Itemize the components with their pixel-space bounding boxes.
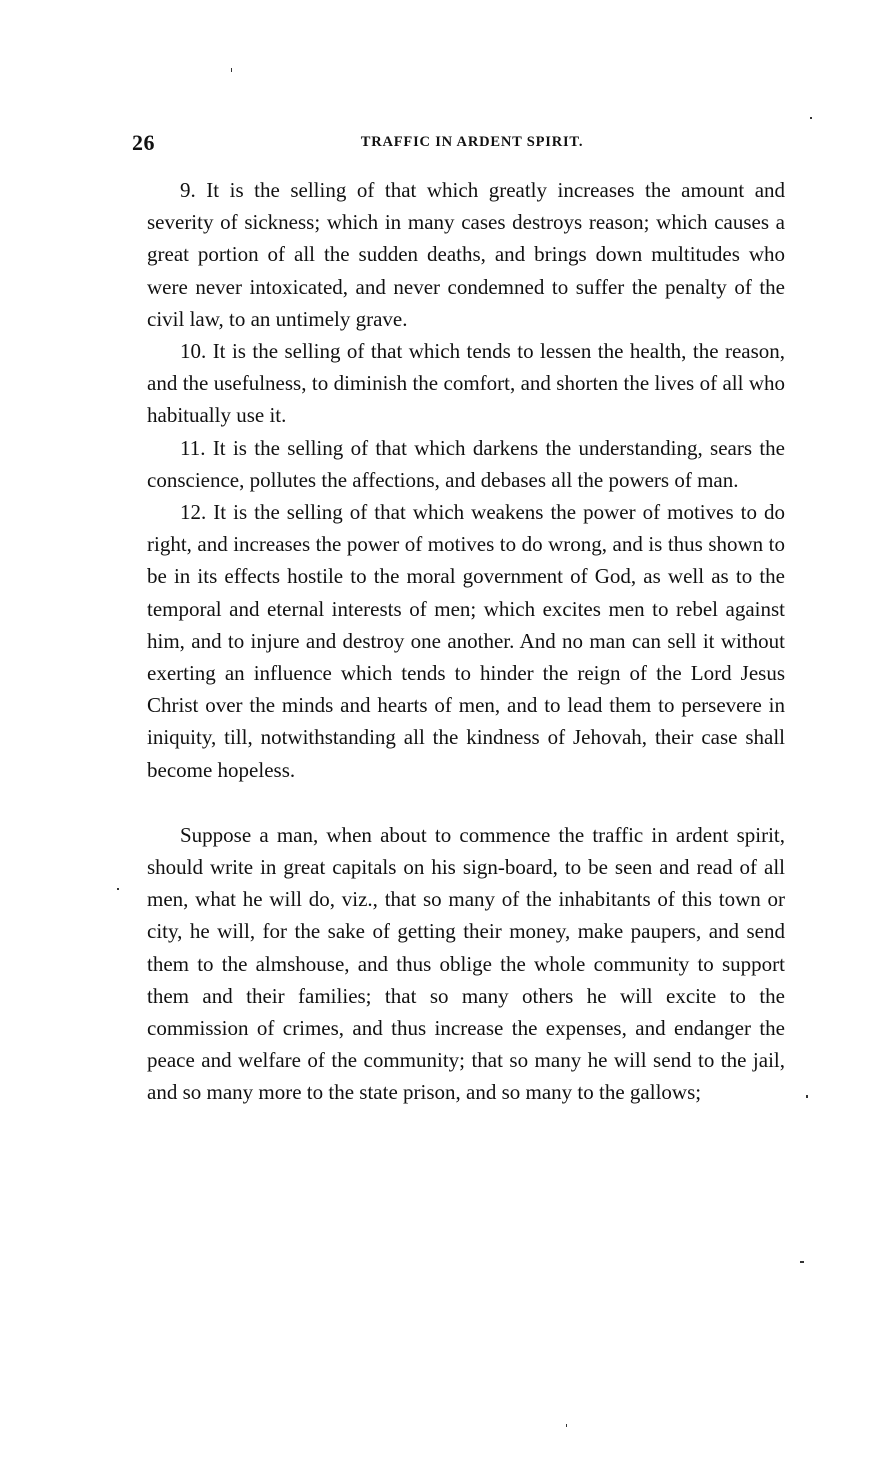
body-text [147,174,785,1109]
scan-speck [231,68,232,72]
paragraph-text: It is the selling of that which weakens the power of motives to do right, and increases the power of motives to do wrong, and is thus shown to be in its effects hostile to the moral government of God, as well as to the temporal and eternal interests of men; which excites men to rebel against him, and to injure and destroy one another. And no man can sell it without exerting an influence which tends to hinder the reign of the Lord Jesus Christ over the minds and hearts of men, and to lead them to persevere in iniquity, till, notwithstanding all the kindness of Jehovah, their case shall become hopeless. [147,500,785,782]
numbered-paragraph-12 [147,496,785,786]
paragraph-number: 10. [180,339,207,364]
paragraph-text: It is the selling of that which tends to lessen the health, the reason, and the usefulness, to diminish the comfort, and shorten the lives of all who habitually use it. [147,339,786,428]
paragraph-number: 12. [180,500,207,525]
scan-speck [800,1261,804,1263]
paragraph-text: It is the selling of that which darkens the understanding, sears the conscience, pollutes the affections, and debases all the powers of man. [147,435,785,492]
page-number: 26 [132,130,155,155]
paragraph-number: 9. [180,178,196,202]
numbered-paragraph-9 [147,174,785,335]
scan-speck [810,117,812,119]
scan-speck [117,888,119,890]
section-gap [147,786,785,819]
paragraph-text: Suppose a man, when about to commence the traffic in ardent spirit, should write in great capitals on his sign-board, to be seen and read of all men, what he will do, viz., that so many of the inhabitants of this town or city, he will, for the sake of getting their money, make paupers, and send them to the almshouse, and thus oblige the whole community to support them and their families; that so many others he will excite to the commission of crimes, and thus increase the expenses, and endanger the peace and welfare of the community; that so many he will send to the jail, and so many more to the state prison, and so many to the gallows; [147,822,785,1105]
scan-speck [566,1424,567,1427]
paragraph-number: 11. [180,435,206,460]
running-head [132,130,782,156]
closing-paragraph [147,819,785,1109]
paragraph-text: It is the selling of that which greatly increases the amount and severity of sickness; which in many cases destroys reason; which causes a great portion of all the sudden deaths, and brings down multitudes who were never intoxicated, and never condemned to suffer the penalty of the civil law, to an untimely grave. [147,178,786,331]
running-title: TRAFFIC IN ARDENT SPIRIT. [360,134,584,150]
numbered-paragraph-11 [147,432,785,496]
scan-speck [806,1095,808,1098]
numbered-paragraph-10 [147,335,785,432]
